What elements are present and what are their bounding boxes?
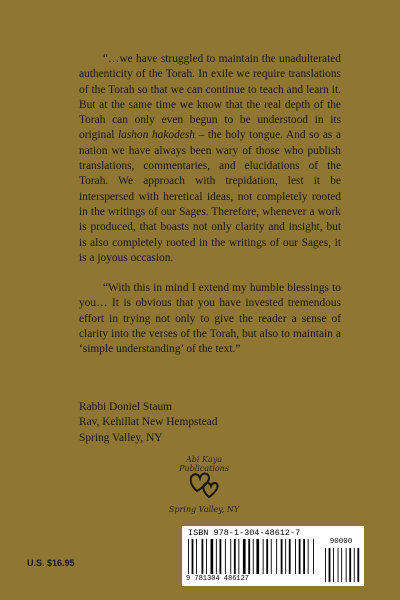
barcode-bar [230, 539, 231, 574]
hearts-logo-icon [188, 467, 220, 503]
addon-bar [341, 548, 342, 582]
isbn-number: ISBN 978-1-304-48612-7 [188, 528, 301, 538]
barcode-bar [281, 539, 283, 574]
barcode-bar [216, 539, 217, 574]
signature-title: Rav, Kehillat New Hempstead [79, 416, 218, 429]
barcode-bar [234, 539, 236, 574]
addon-bar [346, 548, 347, 582]
quote-text-part-2: – the holy tongue. And so as a nation we have always been wary of those who publish translations, commentaries, and elucidations of the Torah. We approach with trepidation, lest it be interspersed with heretical ideas, not completely rooted in the writings of our Sages. Therefore, whenever a work is produced, that boasts not only clarity and insight, but is also completely rooted in the writings of our Sages, it is a joyous occasion. [79, 129, 342, 264]
addon-bar [354, 548, 355, 582]
barcode-bar [238, 539, 239, 574]
barcode-bar [211, 539, 214, 574]
barcode-bar [308, 539, 309, 574]
quote-italic-term: lashon hakodesh [118, 129, 195, 142]
barcode-bar [220, 539, 222, 574]
isbn-barcode [182, 526, 364, 586]
ean-digits: 9 781304 486127 [186, 575, 250, 583]
quote-text-part-1: “…we have struggled to maintain the unadulterated authenticity of the Torah. In exile we require translations of the Torah so that we can continue to teach and learn it. But at the same time we know that the real depth of the Torah can only even begun to be understood in its original [79, 53, 341, 142]
addon-bar [333, 548, 334, 582]
addon-bar [357, 548, 359, 582]
barcode-bar [253, 539, 254, 574]
addon-bar [329, 548, 331, 582]
addon-bar [338, 548, 339, 582]
quote-paragraph-1 [79, 52, 341, 266]
barcode-bar [295, 539, 296, 574]
price-label: U.S. $16.95 [27, 558, 75, 568]
barcode-bar [299, 539, 301, 574]
barcode-bar [303, 539, 305, 574]
publisher-logo [160, 455, 248, 525]
publisher-city: Spring Valley, NY [168, 505, 240, 514]
barcode-bar [289, 539, 291, 574]
barcode-bar [192, 539, 194, 574]
barcode-bar [202, 539, 204, 574]
barcode-bar [313, 539, 314, 574]
barcode-bar [276, 539, 277, 574]
barcode-bar [285, 539, 286, 574]
barcode-bar [206, 539, 207, 574]
addon-bar [349, 548, 351, 582]
quote-paragraph-2: “With this in mind I extend my humble blessings to you… It is obvious that you have invested tremendous effort in trying not only to give the reader a sense of clarity into the verses of the Torah, but also to maintain a ‘simple understanding’ of the text.” [79, 282, 341, 356]
signature-block [79, 400, 319, 446]
signature-location: Spring Valley, NY [79, 431, 163, 444]
publisher-name: Abi Kaya Publications [179, 455, 229, 473]
addon-bar [325, 548, 326, 582]
barcode-bar [248, 539, 250, 574]
signature-name: Rabbi Doniel Staum [79, 401, 173, 413]
barcode-bar [271, 539, 272, 574]
barcode-bar [225, 539, 226, 574]
barcode-bar [243, 539, 246, 574]
barcode-bar [256, 539, 259, 574]
endorsement-quote [79, 52, 341, 358]
barcode-bar [188, 539, 189, 574]
barcode-bar [196, 539, 197, 574]
barcode-bar [263, 539, 264, 574]
addon-digits: 90000 [329, 538, 353, 546]
barcode-bar [266, 539, 268, 574]
